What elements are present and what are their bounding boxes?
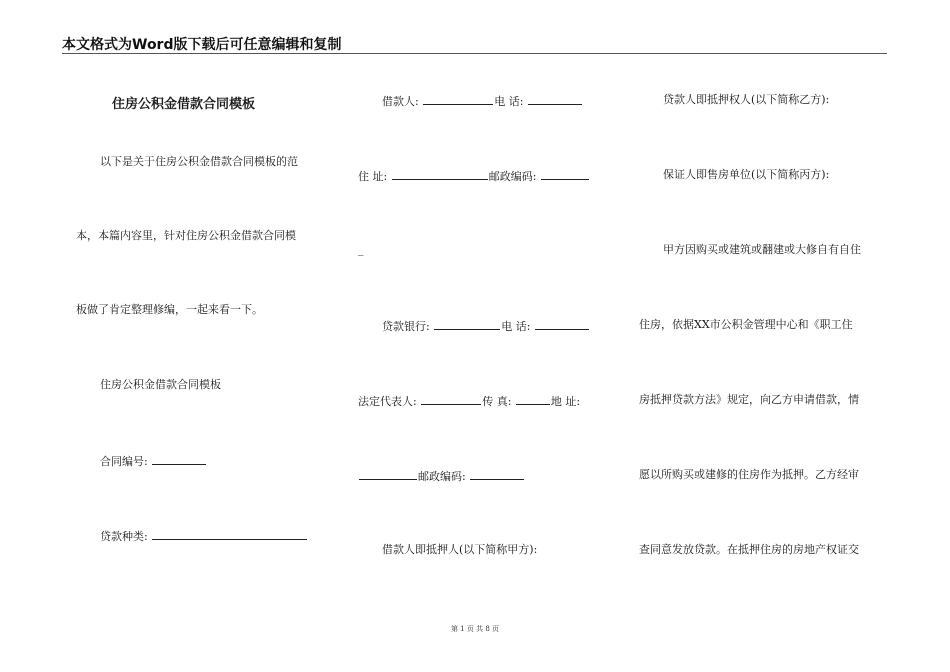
- phone-blank-1: [528, 93, 582, 105]
- document-title: 住房公积金借款合同模板: [112, 97, 256, 112]
- body-line-3: 房抵押贷款方法》规定，向乙方申请借款，情: [639, 393, 859, 406]
- postcode-label-1: 邮政编码:: [488, 170, 537, 183]
- legal-rep-row: [358, 393, 580, 409]
- postcode-blank-2: [470, 468, 524, 480]
- postcode-row-2: [358, 468, 525, 484]
- phone-blank-2: [535, 318, 589, 330]
- continuation-blank: [359, 468, 417, 480]
- fax-label: 传 真:: [482, 395, 512, 408]
- subtitle: 住房公积金借款合同模板: [100, 378, 221, 391]
- loan-type-row: [100, 528, 308, 544]
- mortgagor-label: 借款人即抵押人(以下简称甲方):: [382, 543, 538, 556]
- phone-label-2: 电 话:: [501, 320, 531, 333]
- loan-type-label: 贷款种类:: [100, 530, 148, 543]
- address-label-2: 地 址:: [550, 395, 581, 408]
- stray-mark: _: [358, 243, 364, 256]
- fax-blank: [516, 393, 550, 405]
- header-rule: [62, 53, 887, 54]
- phone-label-1: 电 话:: [494, 95, 524, 108]
- intro-line-1: 以下是关于住房公积金借款合同模板的范: [100, 155, 298, 168]
- postcode-label-2: 邮政编码:: [418, 470, 466, 483]
- body-line-1: 甲方因购买或建筑或翻建或大修自有自住: [663, 243, 861, 256]
- legal-rep-label: 法定代表人:: [358, 395, 417, 408]
- address-blank: [392, 168, 488, 180]
- guarantor-label: 保证人即售房单位(以下简称丙方):: [663, 168, 830, 181]
- intro-line-3: 板做了肯定整理修编，一起来看一下。: [76, 303, 263, 316]
- contract-number-row: [100, 453, 207, 469]
- bank-label: 贷款银行:: [382, 320, 430, 333]
- address-row: [358, 168, 590, 184]
- loan-type-blank: [152, 528, 307, 540]
- body-line-2: 住房，依据XX市公积金管理中心和《职工住: [639, 318, 853, 331]
- lender-label: 贷款人即抵押权人(以下简称乙方):: [663, 93, 830, 106]
- postcode-blank-1: [541, 168, 589, 180]
- contract-number-label: 合同编号:: [100, 455, 148, 468]
- bank-blank: [434, 318, 500, 330]
- legal-rep-blank: [421, 393, 481, 405]
- body-line-5: 查同意发放贷款。在抵押住房的房地产权证交: [639, 543, 859, 556]
- borrower-label: 借款人:: [382, 95, 419, 108]
- page-number: 第 1 页 共 8 页: [450, 625, 500, 633]
- document-header: 本文格式为Word版下载后可任意编辑和复制: [62, 37, 342, 53]
- intro-line-2: 本，本篇内容里，针对住房公积金借款合同模: [76, 229, 296, 242]
- body-line-4: 愿以所购买或建修的住房作为抵押。乙方经审: [639, 468, 859, 481]
- address-label: 住 址:: [358, 170, 388, 183]
- borrower-blank: [423, 93, 493, 105]
- borrower-row: [382, 93, 583, 109]
- contract-number-blank: [152, 453, 206, 465]
- bank-row: [382, 318, 590, 334]
